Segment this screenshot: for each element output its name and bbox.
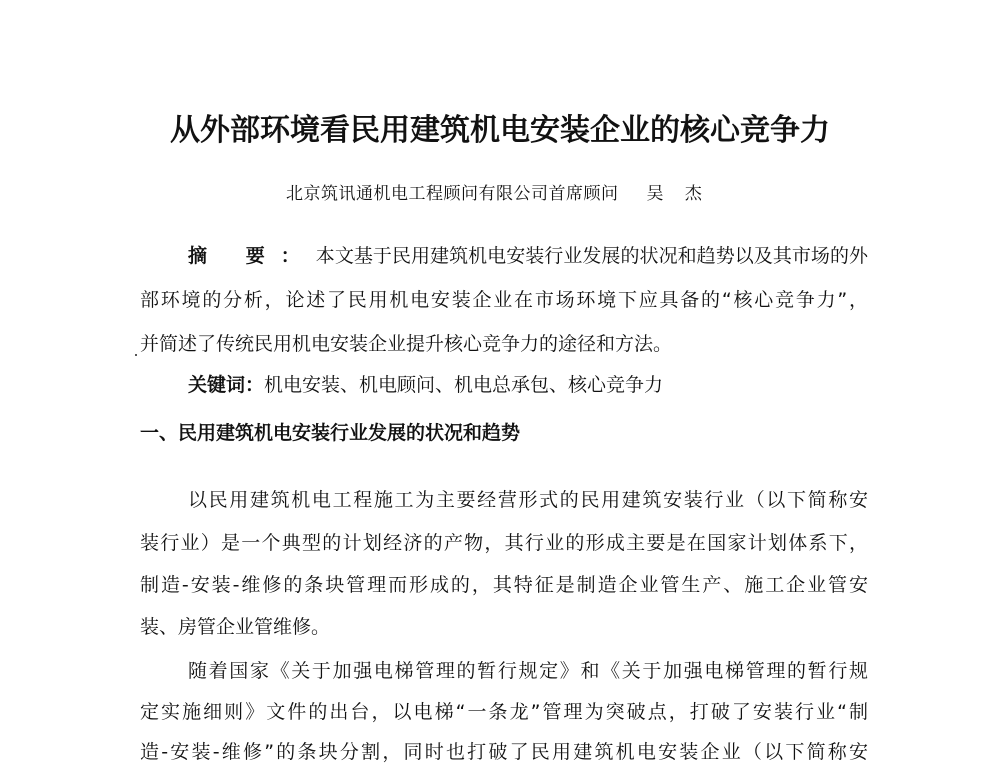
- author-name: 吴 杰: [646, 184, 710, 204]
- abstract-line-2: 部环境的分析，论述了民用机电安装企业在市场环境下应具备的“核心竞争力”，: [140, 289, 868, 311]
- author-line: [286, 180, 710, 208]
- paragraph-1-line-4: 装、房管企业管维修。: [140, 616, 331, 638]
- abstract-line-3: 并简述了传统民用机电安装企业提升核心竞争力的途径和方法。: [140, 333, 673, 355]
- scan-speck: [135, 354, 137, 356]
- abstract-text-1: 本文基于民用建筑机电安装行业发展的状况和趋势以及其市场的外: [315, 245, 868, 267]
- author-affiliation: 北京筑讯通机电工程顾问有限公司首席顾问: [286, 184, 619, 204]
- keywords-label: 关键词：: [188, 374, 265, 396]
- paper-title: 从外部环境看民用建筑机电安装企业的核心竞争力: [170, 113, 830, 148]
- keywords-line: [188, 370, 868, 400]
- paragraph-2-line-2: 定实施细则》文件的出台，以电梯“一条龙”管理为突破点，打破了安装行业“制: [140, 701, 868, 723]
- paragraph-2-line-3: 造-安装-维修”的条块分割，同时也打破了民用建筑机电安装企业（以下简称安: [140, 741, 868, 763]
- paragraph-1-line-1: 以民用建筑机电工程施工为主要经营形式的民用建筑安装行业（以下简称安: [188, 489, 868, 511]
- paragraph-2-line-1: 随着国家《关于加强电梯管理的暂行规定》和《关于加强电梯管理的暂行规: [188, 660, 868, 682]
- keywords-text: 机电安装、机电顾问、机电总承包、核心竞争力: [264, 374, 664, 396]
- section-heading: 一、民用建筑机电安装行业发展的状况和趋势: [140, 422, 521, 444]
- paragraph-1-line-3: 制造-安装-维修的条块管理而形成的，其特征是制造企业管生产、施工企业管安: [140, 574, 868, 596]
- abstract-label: 摘 要：: [188, 245, 316, 267]
- paragraph-1-line-2: 装行业）是一个典型的计划经济的产物，其行业的形成主要是在国家计划体系下，: [140, 532, 868, 554]
- abstract-line-1: [188, 241, 868, 271]
